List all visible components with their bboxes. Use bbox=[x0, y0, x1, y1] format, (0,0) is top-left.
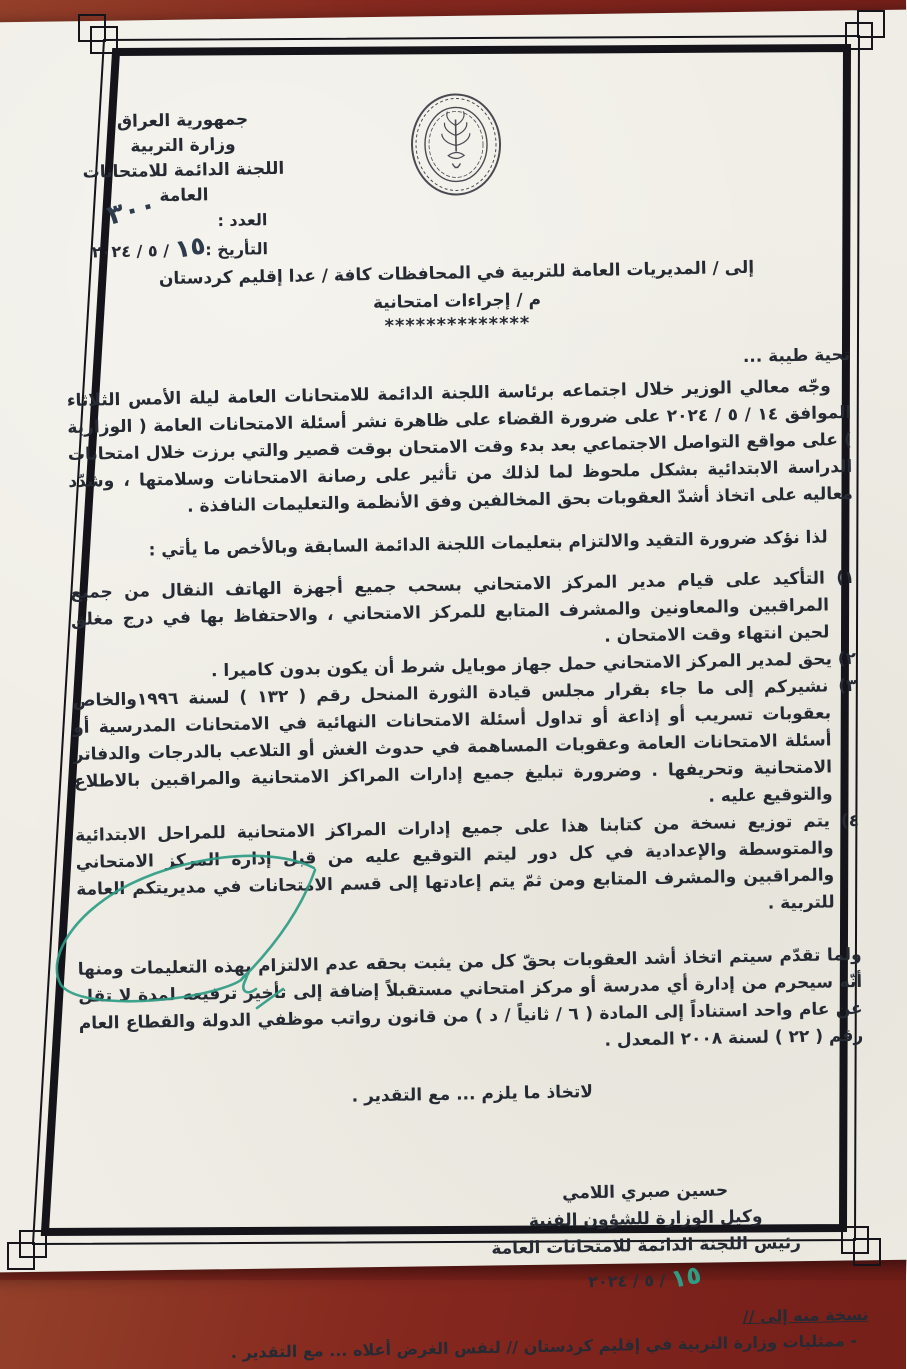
document-date-rest: / ٥ / ٢٠٢٤ bbox=[92, 241, 171, 262]
addressee-to-line: إلى / المديريات العامة للتربية في المحافظات كافة / عدا إقليم كردستان bbox=[159, 257, 756, 290]
instruction-item-4: ٤) يتم توزيع نسخة من كتابنا هذا على جميع إدارات المراكز الامتحانية للمراحل الابتدائية والمتوسطة والإعدادية في كل دور ليتم التوقيع عليه من قبل إدارة المركز الامتحاني والمراقبين والمشرف المتابع ومن ثمّ يتم إعادتها إلى قسم الامتحانات في مديريتكم العامة للتربية . bbox=[76, 810, 861, 914]
cc-heading: نسخة منه إلى // bbox=[743, 1304, 870, 1327]
separator-asterisks: ************** bbox=[385, 313, 532, 337]
ministry-seal-icon bbox=[408, 89, 506, 201]
emphasis-paragraph: لذا نؤكد ضرورة التقيد والالتزام بتعليمات اللجنة الدائمة السابقة وبالأخص ما يأتي : bbox=[149, 527, 829, 561]
addressee-block bbox=[65, 252, 850, 343]
signatory-title-2: رئيس اللجنة الدائمة للامتحانات العامة bbox=[492, 1233, 803, 1260]
letter-content bbox=[62, 88, 870, 1369]
committee-name: اللجنة الدائمة للامتحانات العامة bbox=[83, 158, 286, 207]
cc-block bbox=[85, 1302, 870, 1369]
cc-item: - ممثليات وزارة التربية في إقليم كردستان // لنفس الغرض أعلاه ... مع التقدير . bbox=[231, 1331, 859, 1363]
document-number-handwritten: ٣٠٠ bbox=[104, 188, 161, 232]
country-name: جمهورية العراق bbox=[117, 109, 250, 132]
letterhead-org-block bbox=[72, 107, 297, 266]
signature-block bbox=[481, 1176, 813, 1297]
intro-paragraph: وجّه معالي الوزير خلال اجتماعه برئاسة اللجنة الدائمة للامتحانات العامة ليلة الأمس الثلاثاء الموافق ١٤ / ٥ / ٢٠٢٤ على ضرورة القضاء على ظاهرة نشر أسئلة الامتحانات العامة ( الوزارية ) على مواقع التواصل الاجتماعي بعد بدء وقت الامتحان بوقت قصير والتي برزت خلال امتحانات الدراسة الابتدائية بشكل ملحوظ لما لذلك من تأثير على رصانة الامتحانات وسلامتها ، وشدّد معاليه على اتخاذ أشدّ العقوبات بحق المخالفين وفق الأنظمة والتعليمات النافذة . bbox=[67, 376, 854, 517]
greeting-line: تحية طيبة ... bbox=[743, 344, 852, 368]
signatory-title-1: وكيل الوزارة للشؤون الفنية bbox=[529, 1206, 764, 1232]
document-date-label: التأريخ : bbox=[206, 239, 270, 260]
instruction-item-2: ٢) يحق لمدير المركز الامتحاني حمل جهاز موبايل شرط أن يكون بدون كاميرا . bbox=[211, 648, 858, 682]
instruction-item-3: ٣) نشيركم إلى ما جاء بقرار مجلس قيادة الثورة المنحل رقم ( ١٣٢ ) لسنة ١٩٩٦والخاص بعقوبات تسريب أو إذاعة أو تداول أسئلة الامتحانات النهائية في الامتحانات المدرسية أو أسئلة الامتحانات العامة وعقوبات المساهمة في حدوث الغش أو التلاعب بالدرجات والدفاتر الامتحانية وتحريفها . وضرورة تبليغ جميع إدارات المراكز الامتحانية والمراقبين بالاطلاع والتوقيع عليه . bbox=[73, 675, 858, 807]
signatory-name: حسين صبري اللامي bbox=[562, 1180, 730, 1204]
action-line: لاتخاذ ما يلزم ... مع التقدير . bbox=[352, 1082, 595, 1107]
signature-date-line bbox=[483, 1261, 814, 1297]
penalties-paragraph: ولما تقدّم سيتم اتخاذ أشد العقوبات بحقّ كل من يثبت بحقه عدم الالتزام بهذه التعليمات ومنها أنّه سيحرم من إدارة أي مدرسة أو مركز امتحاني مستقبلاً إضافة إلى تأخير ترفيعه لمدة لا تقل عن عام واحد استناداً إلى المادة ( ٦ / ثانياً / د ) من قانون رواتب موظفي الدولة والقطاع العام رقم ( ٢٢ ) لسنة ٢٠٠٨ المعدل . bbox=[78, 944, 865, 1051]
instruction-item-1: ١) التأكيد على قيام مدير المركز الامتحاني بسحب جميع أجهزة الهاتف النقال من جميع المراقبين والمعاونين والمشرف المتابع للمركز الامتحاني ، والاحتفاظ بها في درج مغلق لحين انتهاء وقت الامتحان . bbox=[71, 567, 856, 647]
signature-date-day-handwritten: ١٥ bbox=[669, 1259, 705, 1294]
document-number-label: العدد : bbox=[218, 210, 269, 231]
ministry-name: وزارة التربية bbox=[131, 134, 237, 157]
document-date-line bbox=[75, 230, 298, 266]
subject-line: م / إجراءات امتحانية bbox=[373, 289, 543, 314]
letterhead bbox=[62, 88, 849, 265]
signature-date-rest: / ٥ / ٢٠٢٤ bbox=[589, 1270, 667, 1292]
document-date-day-handwritten: ١٥ bbox=[173, 230, 209, 265]
instruction-list bbox=[71, 565, 862, 931]
